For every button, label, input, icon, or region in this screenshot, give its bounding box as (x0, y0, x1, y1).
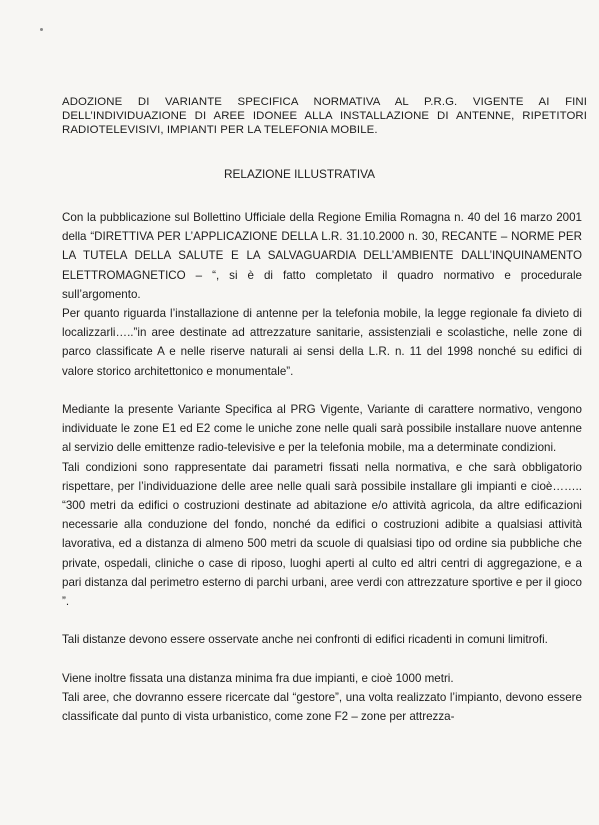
paragraph-5: Tali distanze devono essere osservate anche nei confronti di edifici ricadenti in comuni limitrofi. (62, 633, 548, 647)
document-body (62, 208, 582, 726)
document-heading: ADOZIONE DI VARIANTE SPECIFICA NORMATIVA AL P.R.G. VIGENTE AI FINI DELL’INDIVIDUAZIONE DI AREE IDONEE ALLA INSTALLAZIONE DI ANTENNE, RIPETITORI RADIOTELEVISIVI, IMPIANTI PER LA TELEFONIA MOBILE. (62, 96, 587, 136)
scan-speck (40, 28, 43, 31)
paragraph-6: Viene inoltre fissata una distanza minima fra due impianti, e cioè 1000 metri. (62, 671, 454, 685)
paragraph-7: Tali aree, che dovranno essere ricercate dal “gestore”, una volta realizzato l’impianto, devono essere classificate dal punto di vista urbanistico, come zone F2 – zone per attrezza- (62, 691, 582, 724)
paragraph-1: Con la pubblicazione sul Bollettino Ufficiale della Regione Emilia Romagna n. 40 del 16 marzo 2001 della “DIRETTIVA PER L’APPLICAZIONE DELLA L.R. 31.10.2000 n. 30, RECANTE – NORME PER LA TUTELA DELLA SALUTE E LA SALVAGUARDIA DELL’AMBIENTE DALL’INQUINAMENTO ELETTROMAGNETICO – “, si è di fatto completato il quadro normativo e procedurale sull’argomento. (62, 211, 582, 301)
paragraph-4: Tali condizioni sono rappresentate dai parametri fissati nella normativa, e che sarà obbligatorio rispettare, per l’individuazione delle aree nelle quali sarà possibile installare gli impianti e cioè…….. “300 metri da edifici o costruzioni destinate ad abitazione e/o attività agricola, da altre edificazioni necessarie alla conduzione del fondo, nonché da edifici o costruzioni adibite a qualsiasi attività lavorativa, ed a distanza di almeno 500 metri da scuole di qualsiasi tipo od ordine sia pubbliche che private, ospedali, cliniche o case di riposo, luoghi aperti al culto ed altri centri di aggregazione, e a pari distanza dal perimetro esterno di parchi urbani, aree verdi con attrezzature sportive e per il gioco ”. (62, 460, 582, 609)
paragraph-2: Per quanto riguarda l’installazione di antenne per la telefonia mobile, la legge regionale fa divieto di localizzarli…..”in aree destinate ad attrezzature sanitarie, assistenziali e scolastiche, nelle zone di parco classificate A e nelle riserve naturali ai sensi della L.R. n. 11 del 1998 nonché su edifici di valore storico architettonico e monumentale”. (62, 307, 582, 378)
paragraph-3: Mediante la presente Variante Specifica al PRG Vigente, Variante di carattere normativo, vengono individuate le zone E1 ed E2 come le uniche zone nelle quali sarà possibile installare nuove antenne al servizio delle emittenze radio-televisive e per la telefonia mobile, ma a determinate condizioni. (62, 403, 582, 455)
document-subheading: RELAZIONE ILLUSTRATIVA (224, 167, 375, 181)
